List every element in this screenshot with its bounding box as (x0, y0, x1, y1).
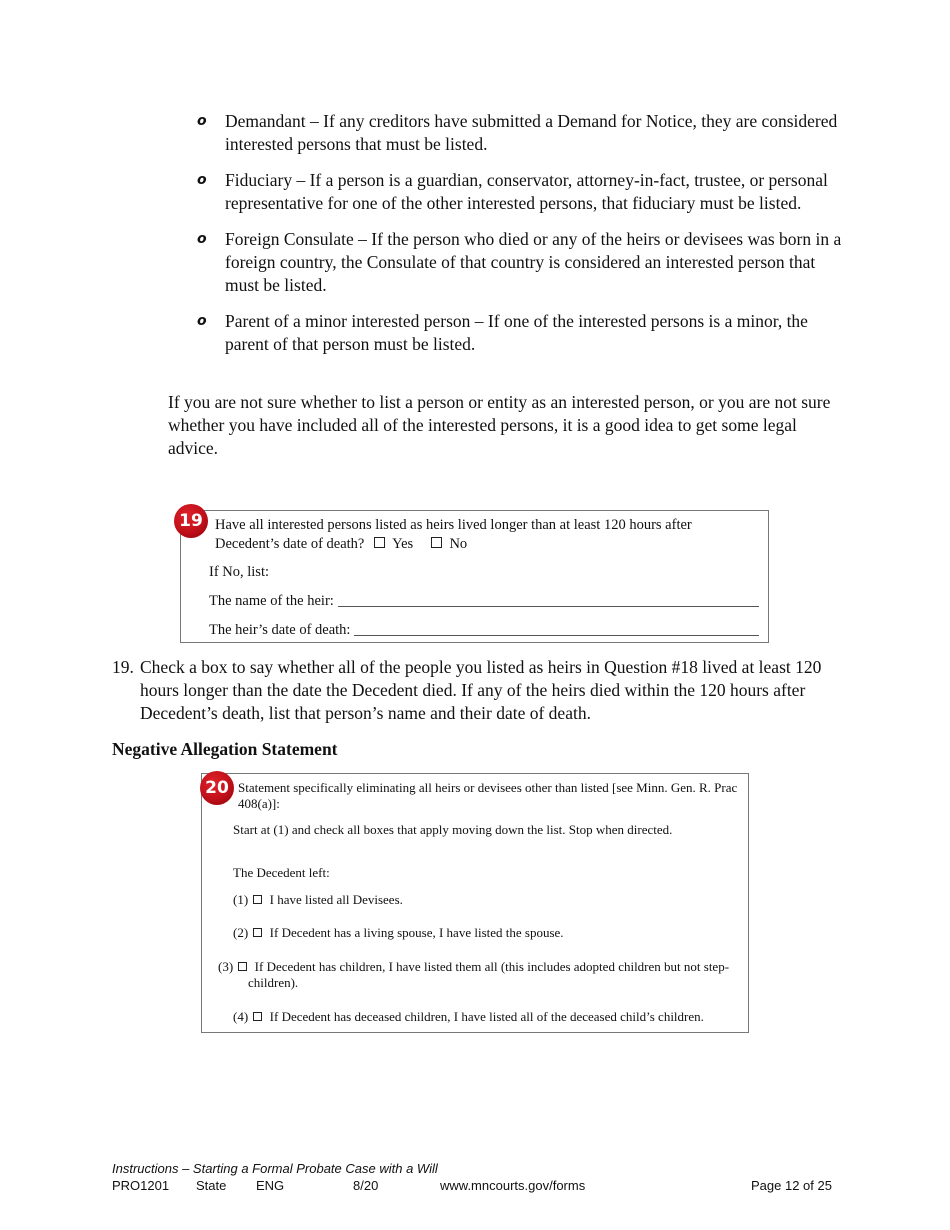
footer-language: ENG (256, 1178, 285, 1193)
bullet-icon: o (197, 313, 207, 329)
option-1-checkbox[interactable] (253, 895, 262, 904)
footer-form-code: PRO1201 (112, 1178, 170, 1193)
form-question-20 (201, 773, 749, 1033)
decedent-left-label: The Decedent left: (233, 865, 330, 880)
question-19-text (215, 516, 755, 554)
list-item (195, 110, 845, 156)
list-item-text: Foreign Consulate – If the person who died or any of the heirs or devisees was born in a foreign country, the Consulate of that country is considered an interested person that must be listed. (225, 229, 842, 295)
heir-name-field[interactable] (209, 593, 759, 610)
footer-page-number: Page 12 of 25 (751, 1178, 832, 1193)
option-1: (1) I have listed all Devisees. (233, 892, 403, 907)
statement-text: Statement specifically eliminating all heirs or devisees other than listed [see Minn. Gen. R. Prac 408(a)]: (238, 780, 738, 811)
item-number: 19. (112, 657, 134, 677)
heir-name-blank[interactable] (338, 606, 759, 607)
question-number-badge: 19 (174, 504, 208, 538)
legal-advice-paragraph: If you are not sure whether to list a person or entity as an interested person, or you are not sure whether you have included all of the interested persons, it is a good idea to get some legal advice. (168, 392, 831, 458)
form-question-19 (180, 510, 769, 643)
bullet-icon: o (197, 172, 207, 188)
footer-state: State (196, 1178, 227, 1193)
no-label: No (449, 536, 468, 552)
heir-death-date-blank[interactable] (354, 635, 759, 636)
instruction-text: Start at (1) and check all boxes that apply moving down the list. Stop when directed. (233, 822, 673, 837)
list-item (195, 228, 845, 297)
footer-url[interactable]: www.mncourts.gov/forms (440, 1178, 586, 1193)
option-3-checkbox[interactable] (238, 962, 247, 971)
yes-checkbox[interactable] (374, 537, 385, 548)
instruction-item-19 (112, 656, 842, 725)
list-item-text: Fiduciary – If a person is a guardian, conservator, attorney-in-fact, trustee, or personal representative for one of the other interested persons, that fiduciary must be listed. (225, 170, 828, 213)
list-item (195, 310, 845, 356)
list-item (195, 169, 845, 215)
if-no-label: If No, list: (209, 564, 270, 580)
no-checkbox[interactable] (431, 537, 442, 548)
footer-title: Instructions – Starting a Formal Probate Case with a Will (112, 1161, 438, 1176)
option-3: (3) If Decedent has children, I have listed them all (this includes adopted children but not step-children). (218, 959, 730, 990)
footer-date: 8/20 (353, 1178, 379, 1193)
interested-persons-list (195, 110, 845, 369)
option-4-checkbox[interactable] (253, 1012, 262, 1021)
list-item-text: Parent of a minor interested person – If one of the interested persons is a minor, the parent of that person must be listed. (225, 311, 808, 354)
option-2-checkbox[interactable] (253, 928, 262, 937)
question-number-badge: 20 (200, 771, 234, 805)
bullet-icon: o (197, 231, 207, 247)
option-4: (4) If Decedent has deceased children, I have listed all of the deceased child’s children. (233, 1009, 704, 1024)
item-text: Check a box to say whether all of the people you listed as heirs in Question #18 lived at least 120 hours longer than the date the Decedent died. If any of the heirs died within the 120 hours after Decedent’s death, list that person’s name and their date of death. (140, 657, 822, 723)
section-heading: Negative Allegation Statement (112, 739, 338, 759)
list-item-text: Demandant – If any creditors have submitted a Demand for Notice, they are considered interested persons that must be listed. (225, 111, 838, 154)
heir-name-label: The name of the heir: (209, 593, 334, 609)
yes-label: Yes (392, 536, 414, 552)
bullet-icon: o (197, 113, 207, 129)
option-2: (2) If Decedent has a living spouse, I have listed the spouse. (233, 925, 564, 940)
heir-death-label: The heir’s date of death: (209, 622, 351, 638)
question-text: Have all interested persons listed as heirs lived longer than at least 120 hours after Decedent’s date of death? (215, 517, 692, 552)
heir-death-date-field[interactable] (209, 622, 759, 639)
